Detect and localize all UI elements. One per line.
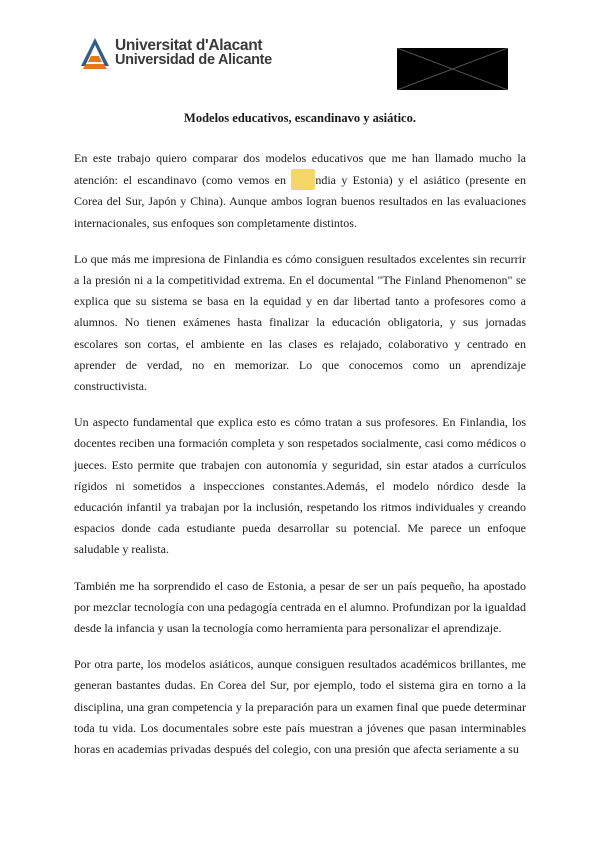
paragraph-1: [74, 148, 526, 234]
paragraph-3: Un aspecto fundamental que explica esto es cómo tratan a sus profesores. En Finlandia, los docentes reciben una formación completa y son respetados socialmente, casi como médicos o jueces. Esto permite que trabajen con autonomía y seguridad, sin estar atados a currículos rígidos ni sometidos a inspecciones constantes.Además, el modelo nórdico desde la educación infantil ya trabajan por la inclusión, respetando los ritmos individuales y creando espacios donde cada estudiante pueda desarrollar su potencial. Me parece un enfoque saludable y realista.: [74, 415, 526, 557]
paragraph-1-part-b: ndia y Estonia) y el asiático (presente en Corea del Sur, Japón y China). Aunque ambos logran buenos resultados en las evaluaciones internacionales, sus enfoques son completamente distintos.: [74, 173, 526, 230]
document-title: Modelos educativos, escandinavo y asiático.: [184, 111, 416, 125]
logo-text: [115, 38, 272, 68]
university-logo: [80, 36, 272, 70]
paragraph-2: Lo que más me impresiona de Finlandia es cómo consiguen resultados excelentes sin recurrir a la presión ni a la competitividad extrema. En el documental "The Finland Phenomenon" se explica que su sistema se basa en la equidad y en dar libertad tanto a profesores como a alumnos. No tienen exámenes hasta finalizar la educación obligatoria, y sus jornadas escolares son cortas, el ambiente en las clases es relajado, colaborativo y centrado en aprender de verdad, no en memorizar. Lo que conocemos como un aprendizaje constructivista.: [74, 251, 526, 394]
image-placeholder: [397, 48, 508, 90]
logo-line-2: Universidad de Alicante: [115, 52, 272, 68]
paragraph-4: También me ha sorprendido el caso de Estonia, a pesar de ser un país pequeño, ha apostado por mezclar tecnología con una pedagogía centrada en el alumno. Profundizan por la igualdad desde la infancia y usan la tecnología como herramienta para personalizar el aprendizaje.: [74, 578, 526, 636]
paragraph-5: Por otra parte, los modelos asiáticos, aunque consiguen resultados académicos brillantes, me generan bastantes dudas. En Corea del Sur, por ejemplo, todo el sistema gira en torno a la disciplina, una gran competencia y la preparación para un examen final que puede determinar toda tu vida. Los documentales sobre este país muestran a jóvenes que pasan interminables horas en academias privadas después del colegio, con una presión que afecta seriamente a su: [74, 657, 526, 757]
document-body: [74, 148, 526, 775]
paragraph-1-part-a: En este trabajo quiero comparar dos modelos educativos que me han llamado mucho la atención: el escandinavo (como vemos en: [74, 151, 526, 188]
highlight-mark: [291, 169, 315, 190]
university-emblem-icon: [80, 36, 110, 70]
broken-image-icon: [397, 48, 508, 90]
logo-line-1: Universitat d'Alacant: [115, 37, 263, 54]
